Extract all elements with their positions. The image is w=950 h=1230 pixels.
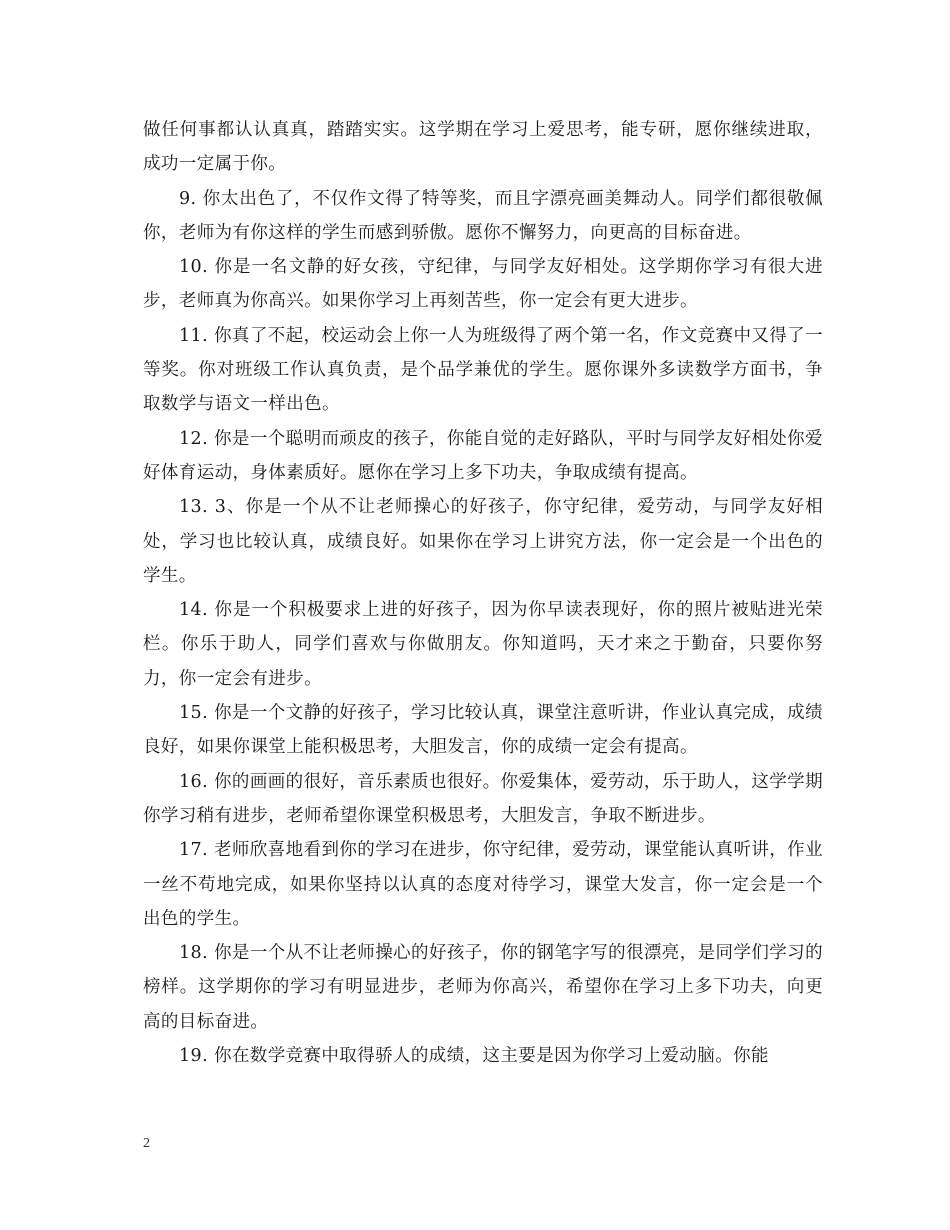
paragraph-item-12: 12. 你是一个聪明而顽皮的孩子，你能自觉的走好路队，平时与同学友好相处你爱好体育运动，身体素质好。愿你在学习上多下功夫，争取成绩有提高。 xyxy=(143,428,823,483)
paragraph-item-16: 16. 你的画画的很好，音乐素质也很好。你爱集体，爱劳动，乐于助人，这学学期你学习稍有进步，老师希望你课堂积极思考，大胆发言，争取不断进步。 xyxy=(143,771,823,826)
paragraph-item-17: 17. 老师欣喜地看到你的学习在进步，你守纪律，爱劳动，课堂能认真听讲，作业一丝不苟地完成，如果你坚持以认真的态度对待学习，课堂大发言，你一定会是一个出色的学生。 xyxy=(143,840,823,929)
paragraph-item-11: 11. 你真了不起，校运动会上你一人为班级得了两个第一名，作文竞赛中又得了一等奖。你对班级工作认真负责，是个品学兼优的学生。愿你课外多读数学方面书，争取数学与语文一样出色。 xyxy=(143,325,823,415)
paragraph-item-15: 15. 你是一个文静的好孩子，学习比较认真，课堂注意听讲，作业认真完成，成绩良好，如果你课堂上能积极思考，大胆发言，你的成绩一定会有提高。 xyxy=(143,703,823,758)
paragraph-item-14: 14. 你是一个积极要求上进的好孩子，因为你早读表现好，你的照片被贴进光荣栏。你乐于助人，同学们喜欢与你做朋友。你知道吗，天才来之于勤奋，只要你努力，你一定会有进步。 xyxy=(143,600,823,689)
document-body xyxy=(143,113,823,1073)
paragraph-continued: 做任何事都认认真真，踏踏实实。这学期在学习上爱思考，能专研，愿你继续进取，成功一定属于你。 xyxy=(143,120,823,175)
paragraph-item-13: 13. 3、你是一个从不让老师操心的好孩子，你守纪律，爱劳动，与同学友好相处，学习也比较认真，成绩良好。如果你在学习上讲究方法，你一定会是一个出色的学生。 xyxy=(143,497,823,586)
paragraph-item-10: 10. 你是一名文静的好女孩，守纪律，与同学友好相处。这学期你学习有很大进步，老师真为你高兴。如果你学习上再刻苦些，你一定会有更大进步。 xyxy=(143,257,823,312)
page-number: 2 xyxy=(143,1136,150,1151)
paragraph-item-18: 18. 你是一个从不让老师操心的好孩子，你的钢笔字写的很漂亮，是同学们学习的榜样。这学期你的学习有明显进步，老师为你高兴，希望你在学习上多下功夫，向更高的目标奋进。 xyxy=(143,943,823,1032)
paragraph-item-9: 9. 你太出色了，不仅作文得了特等奖，而且字漂亮画美舞动人。同学们都很敬佩你，老师为有你这样的学生而感到骄傲。愿你不懈努力，向更高的目标奋进。 xyxy=(143,188,823,243)
paragraph-item-19: 19. 你在数学竞赛中取得骄人的成绩，这主要是因为你学习上爱动脑。你能 xyxy=(179,1046,769,1067)
